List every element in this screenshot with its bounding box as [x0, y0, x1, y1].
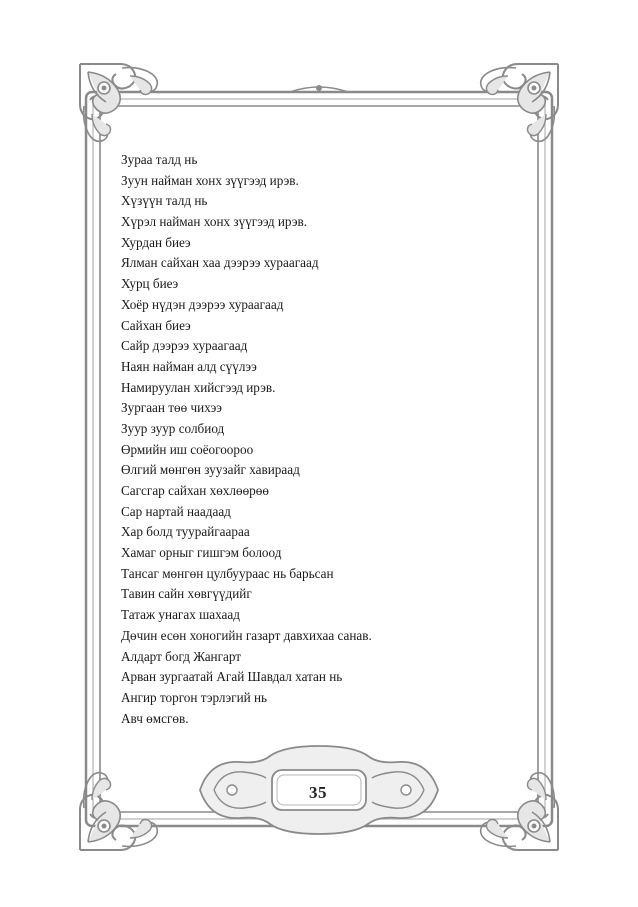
poem-line: Зургаан төө чихээ	[121, 400, 222, 416]
poem-line: Наян найман алд сүүлээ	[121, 358, 257, 374]
poem-line: Сайр дээрээ хураагаад	[121, 338, 248, 354]
poem-text	[121, 150, 521, 729]
poem-line: Тавин сайн хөвгүүдийг	[121, 586, 252, 602]
poem-line: Сайхан биеэ	[121, 317, 191, 333]
poem-line: Өрмийн иш соёогоороо	[121, 441, 254, 457]
poem-line: Алдарт богд Жангарт	[121, 648, 242, 664]
poem-line: Зураа талд нь	[121, 152, 198, 167]
poem-line: Ангир торгон тэрлэгий нь	[121, 689, 268, 705]
poem-line: Хурдан биеэ	[121, 234, 191, 250]
poem-line: Хүзүүн талд нь	[121, 193, 208, 209]
poem-line: Хоёр нүдэн дээрээ хураагаад	[121, 296, 284, 312]
corner-ornament-top-left	[80, 64, 157, 141]
poem-line: Авч өмсгөв.	[121, 710, 189, 726]
poem-line: Сагсгар сайхан хөхлөөрөө	[121, 483, 269, 498]
corner-ornament-top-right	[481, 64, 558, 141]
poem-line: Өлгий мөнгөн зуузайг хавираад	[121, 462, 300, 478]
poem-line: Хүрэл найман хонх зүүгээд ирэв.	[121, 214, 308, 230]
poem-line: Ялман сайхан хаа дээрээ хураагаад	[121, 255, 319, 271]
poem-line: Тансаг мөнгөн цулбуураас нь барьсан	[121, 565, 334, 581]
poem-line: Зуур зуур солбиод	[121, 420, 225, 436]
page-number: 35	[309, 783, 327, 802]
poem-line: Татаж унагах шахаад	[121, 607, 240, 623]
poem-line: Зуун найман хонх зүүгээд ирэв.	[121, 172, 299, 188]
poem-line: Хамаг орныг гишгэм болоод	[121, 545, 282, 561]
poem-line: Сар нартай наадаад	[121, 503, 231, 519]
poem-line: Арван зургаатай Агай Шавдал хатан нь	[121, 669, 343, 685]
poem-line: Хар болд туурайгаараа	[121, 524, 250, 540]
poem-line: Намируулан хийсгээд ирэв.	[121, 379, 276, 395]
poem-line: Хурц биеэ	[121, 276, 179, 292]
poem-line: Дөчин есөн хоногийн газарт давхихаа санав.	[121, 627, 372, 643]
